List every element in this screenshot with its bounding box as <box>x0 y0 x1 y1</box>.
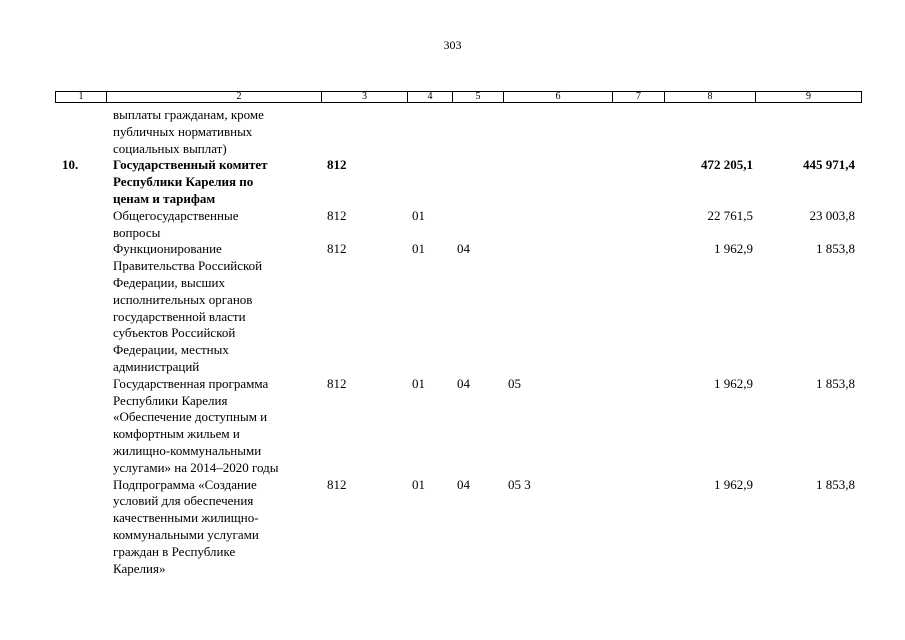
col-6-value: 05 <box>508 375 521 391</box>
row-name-line: ценам и тарифам <box>113 190 216 206</box>
col-3-value: 812 <box>327 207 347 223</box>
col-5-value: 04 <box>457 241 470 257</box>
row-name-line: государственной власти <box>113 308 246 324</box>
col-5-value: 04 <box>457 375 470 391</box>
row-name-line: коммунальными услугами <box>113 526 259 542</box>
row-name-line: граждан в Республике <box>113 543 236 559</box>
col-3-value: 812 <box>327 241 347 257</box>
row-name-line: Подпрограмма «Создание <box>113 476 257 492</box>
row-name-line: комфортным жильем и <box>113 426 240 442</box>
row-name-line: услугами» на 2014–2020 годы <box>113 459 279 475</box>
row-name <box>113 157 313 207</box>
row-name-line: Федерации, высших <box>113 274 226 290</box>
table-body <box>0 107 905 577</box>
col-8-value: 1 962,9 <box>714 241 753 257</box>
col-3-value: 812 <box>327 375 347 391</box>
col-3-value: 812 <box>327 476 347 492</box>
row-name-line: Федерации, местных <box>113 342 229 358</box>
col-8-value: 22 761,5 <box>707 207 753 223</box>
row-name-line: Правительства Российской <box>113 258 263 274</box>
col-3-value: 812 <box>327 157 347 173</box>
table-header-row <box>55 91 862 103</box>
col-8-value: 1 962,9 <box>714 476 753 492</box>
table-row <box>0 208 905 242</box>
row-name-line: Государственная программа <box>113 375 269 391</box>
row-number: 10. <box>62 157 79 173</box>
row-name-line: социальных выплат) <box>113 140 227 156</box>
row-name-line: исполнительных органов <box>113 291 253 307</box>
row-name <box>113 376 313 477</box>
row-name <box>113 107 313 157</box>
col-5-value: 04 <box>457 476 470 492</box>
row-name-line: Республики Карелия по <box>113 174 254 190</box>
table-row <box>0 241 905 375</box>
col-9-value: 1 853,8 <box>816 241 855 257</box>
row-name-line: Республики Карелия <box>113 392 228 408</box>
row-name-line: Карелия» <box>113 560 166 576</box>
table-row <box>0 477 905 578</box>
col-9-value: 23 003,8 <box>809 207 855 223</box>
row-name-line: публичных нормативных <box>113 123 253 139</box>
header-col-3: 3 <box>321 92 407 102</box>
row-name <box>113 208 313 242</box>
header-col-5: 5 <box>452 92 503 102</box>
row-name <box>113 477 313 578</box>
header-col-8: 8 <box>664 92 755 102</box>
col-9-value: 1 853,8 <box>816 476 855 492</box>
row-name-line: субъектов Российской <box>113 325 236 341</box>
row-name-line: качественными жилищно- <box>113 510 259 526</box>
header-col-6: 6 <box>503 92 612 102</box>
header-col-9: 9 <box>755 92 861 102</box>
header-col-4: 4 <box>407 92 452 102</box>
col-9-value: 1 853,8 <box>816 375 855 391</box>
row-name-line: «Обеспечение доступным и <box>113 409 268 425</box>
row-name-line: Государственный комитет <box>113 157 268 173</box>
header-col-7: 7 <box>612 92 664 102</box>
row-name-line: Общегосударственные <box>113 207 239 223</box>
row-name-line: выплаты гражданам, кроме <box>113 107 264 122</box>
col-4-value: 01 <box>412 476 425 492</box>
col-4-value: 01 <box>412 375 425 391</box>
row-name-line: условий для обеспечения <box>113 493 254 509</box>
row-name-line: Функционирование <box>113 241 222 257</box>
col-4-value: 01 <box>412 207 425 223</box>
row-name-line: администраций <box>113 358 200 374</box>
col-9-value: 445 971,4 <box>803 157 855 173</box>
header-col-2: 2 <box>106 92 371 102</box>
row-name-line: жилищно-коммунальными <box>113 442 262 458</box>
page-number: 303 <box>443 38 462 52</box>
row-name <box>113 241 313 375</box>
header-col-1: 1 <box>78 91 84 102</box>
row-name-line: вопросы <box>113 224 161 240</box>
table-row <box>0 376 905 477</box>
col-8-value: 472 205,1 <box>701 157 753 173</box>
col-4-value: 01 <box>412 241 425 257</box>
col-8-value: 1 962,9 <box>714 375 753 391</box>
table-row <box>0 107 905 157</box>
table-row <box>0 157 905 207</box>
col-6-value: 05 3 <box>508 476 531 492</box>
